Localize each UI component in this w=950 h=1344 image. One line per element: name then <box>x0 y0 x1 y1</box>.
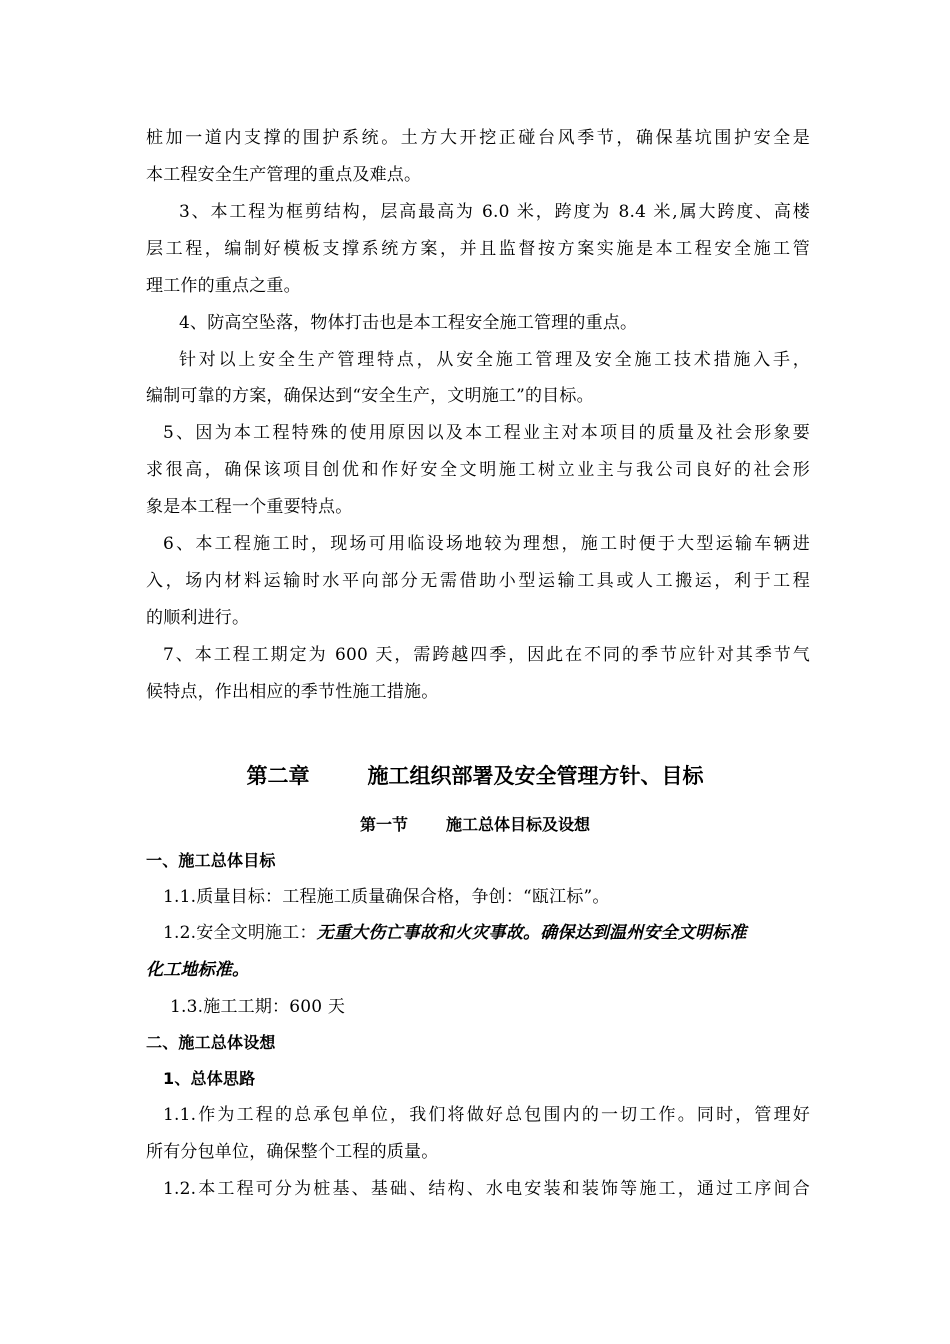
chapter-title: 施工组织部署及安全管理方针、目标 <box>367 764 704 788</box>
paragraph-line: 4、防高空坠落，物体打击也是本工程安全施工管理的重点。 <box>179 313 638 333</box>
paragraph-line: 1.1.作为工程的总承包单位，我们将做好总包围内的一切工作。同时，管理好 <box>163 1105 810 1125</box>
paragraph-line: 针对以上安全生产管理特点，从安全施工管理及安全施工技术措施入手， <box>179 350 810 370</box>
chapter-number: 第二章 <box>246 764 310 788</box>
paragraph-line: 理工作的重点之重。 <box>146 276 301 296</box>
paragraph-line: 象是本工程一个重要特点。 <box>146 497 353 517</box>
paragraph-line: 候特点，作出相应的季节性施工措施。 <box>146 682 439 702</box>
paragraph-line: 的顺利进行。 <box>146 608 250 628</box>
paragraph-line: 所有分包单位，确保整个工程的质量。 <box>146 1142 439 1162</box>
section-title: 施工总体目标及设想 <box>446 815 591 834</box>
paragraph-line: 7、本工程工期定为 600 天，需跨越四季，因此在不同的季节应针对其季节气 <box>163 645 810 665</box>
safety-goal-text: 无重大伤亡事故和火灾事故。确保达到温州安全文明标准 <box>316 923 747 943</box>
paragraph-line: 5、因为本工程特殊的使用原因以及本工程业主对本项目的质量及社会形象要 <box>163 423 810 443</box>
paragraph-line: 入，场内材料运输时水平向部分无需借助小型运输工具或人工搬运，利于工程 <box>146 571 810 591</box>
safety-goal-text-continued: 化工地标准。 <box>146 960 250 980</box>
paragraph-line: 桩加一道内支撑的围护系统。土方大开挖正碰台风季节，确保基坑围护安全是 <box>146 128 810 148</box>
paragraph-line: 层工程，编制好模板支撑系统方案，并且监督按方案实施是本工程安全施工管 <box>146 239 810 259</box>
concept-subheading: 1、总体思路 <box>163 1069 256 1088</box>
paragraph-line: 编制可靠的方案，确保达到“安全生产，文明施工”的目标。 <box>146 386 594 406</box>
paragraph-line: 1.2.本工程可分为桩基、基础、结构、水电安装和装饰等施工，通过工序间合 <box>163 1179 810 1199</box>
safety-goal <box>163 922 747 944</box>
quality-goal: 1.1.质量目标：工程施工质量确保合格，争创：“瓯江标”。 <box>163 887 610 907</box>
chapter-heading <box>0 762 950 790</box>
goals-heading: 一、施工总体目标 <box>146 851 276 870</box>
section-number: 第一节 <box>359 815 408 834</box>
paragraph-line: 3、本工程为框剪结构，层高最高为 6.0 米，跨度为 8.4 米,属大跨度、高楼 <box>179 202 810 222</box>
paragraph-line: 求很高，确保该项目创优和作好安全文明施工树立业主与我公司良好的社会形 <box>146 460 810 480</box>
paragraph-line: 6、本工程施工时，现场可用临设场地较为理想，施工时便于大型运输车辆进 <box>163 534 810 554</box>
section-heading <box>0 814 950 836</box>
concept-heading: 二、施工总体设想 <box>146 1033 276 1052</box>
safety-goal-label: 1.2.安全文明施工： <box>163 923 317 943</box>
paragraph-line: 本工程安全生产管理的重点及难点。 <box>146 165 422 185</box>
duration-goal: 1.3.施工工期：600 天 <box>170 997 346 1017</box>
